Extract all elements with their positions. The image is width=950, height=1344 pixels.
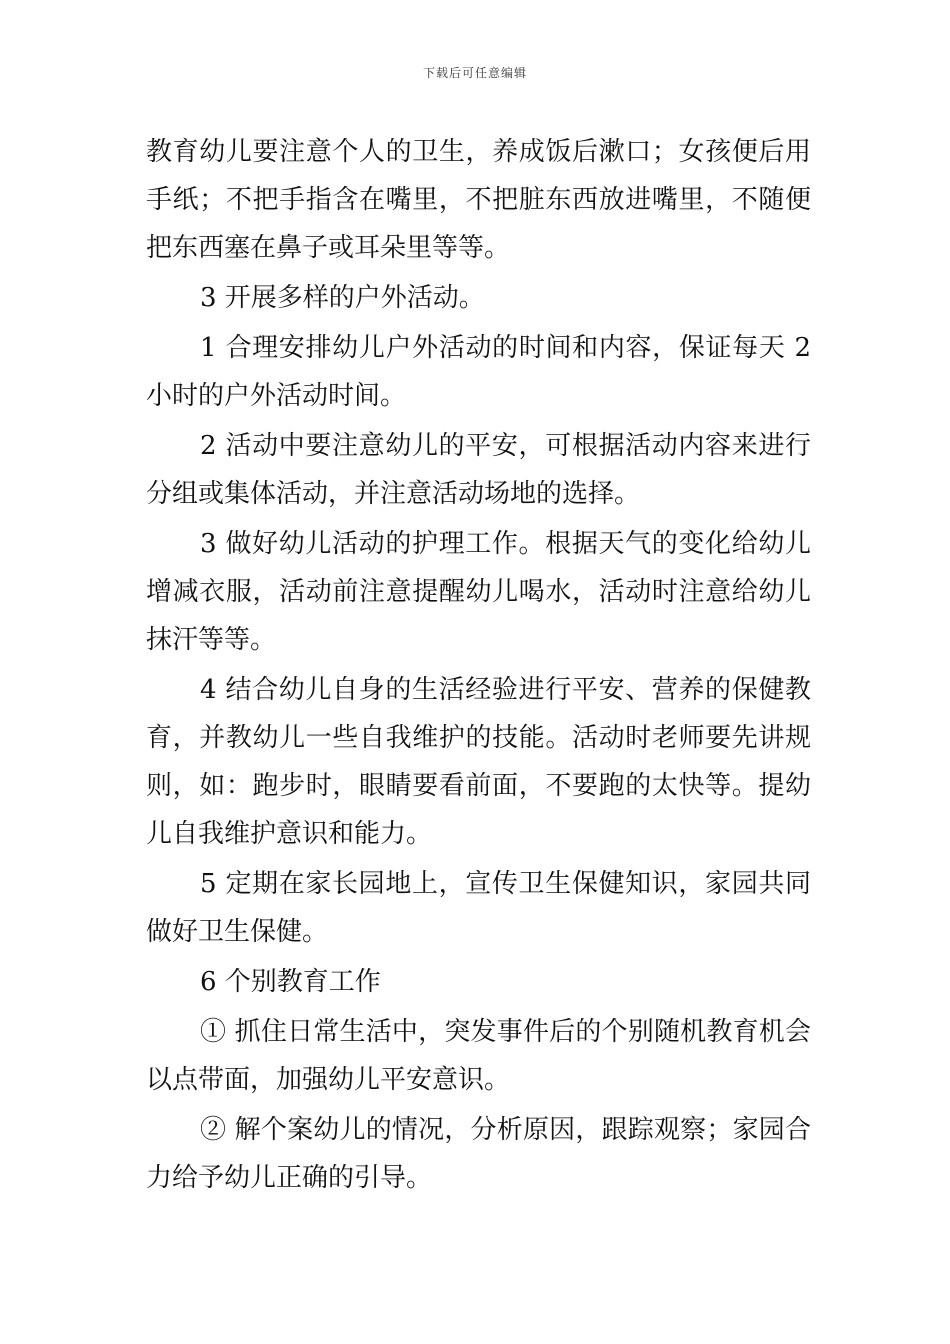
- paragraph-item-5: 5 定期在家长园地上，宣传卫生保健知识，家园共同做好卫生保健。: [146, 869, 811, 947]
- paragraph-item-3: 3 做好幼儿活动的护理工作。根据天气的变化给幼儿增减衣服，活动前注意提醒幼儿喝水，活动时注意给幼儿抹汗等等。: [146, 529, 811, 655]
- document-body: [146, 128, 811, 1202]
- paragraph-item-1: 1 合理安排幼儿户外活动的时间和内容，保证每天 2小时的户外活动时间。: [146, 333, 811, 411]
- paragraph-circled-item-2: ② 解个案幼儿的情况，分析原因，跟踪观察；家园合力给予幼儿正确的引导。: [146, 1115, 811, 1193]
- paragraph-circled-item-1: ① 抓住日常生活中，突发事件后的个别随机教育机会以点带面，加强幼儿平安意识。: [146, 1017, 811, 1095]
- paragraph-item-4: 4 结合幼儿自身的生活经验进行平安、营养的保健教育，并教幼儿一些自我维护的技能。活动时老师要先讲规则，如：跑步时，眼睛要看前面，不要跑的太快等。提幼儿自我维护意识和能力。: [146, 675, 811, 849]
- paragraph-item-2: 2 活动中要注意幼儿的平安，可根据活动内容来进行分组或集体活动，并注意活动场地的选择。: [146, 431, 811, 509]
- page-header: 下载后可任意编辑: [422, 66, 527, 80]
- paragraph-outdoor-activities-heading: 3 开展多样的户外活动。: [200, 283, 485, 313]
- paragraph-hygiene-habits: 教育幼儿要注意个人的卫生，养成饭后漱口；女孩便后用手纸；不把手指含在嘴里，不把脏东西放进嘴里，不随便把东西塞在鼻子或耳朵里等等。: [146, 137, 811, 263]
- paragraph-individual-education-heading: 6 个别教育工作: [200, 967, 381, 997]
